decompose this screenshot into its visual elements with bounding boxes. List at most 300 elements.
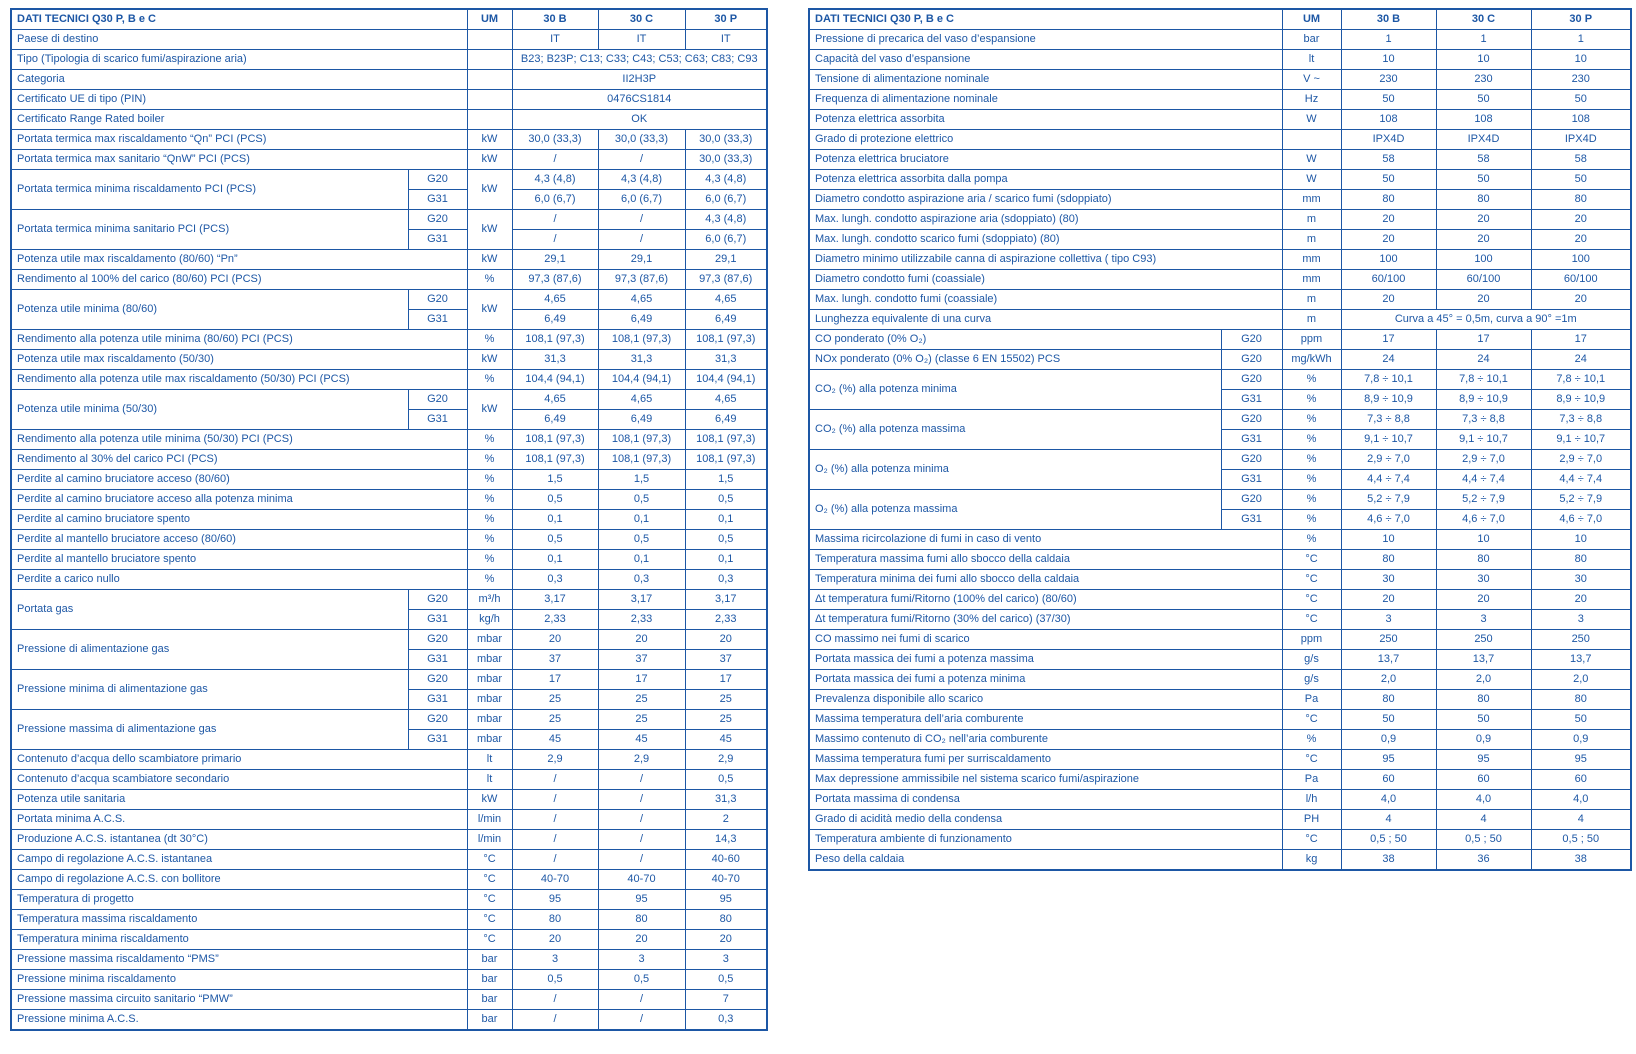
value: 0,5	[598, 530, 685, 550]
value: 80	[1531, 550, 1631, 570]
unit: V ~	[1282, 70, 1341, 90]
value: 230	[1341, 70, 1436, 90]
table-row	[809, 90, 1631, 110]
unit: kg	[1282, 850, 1341, 871]
value: 9,1 ÷ 10,7	[1531, 430, 1631, 450]
row-label: Perdite al camino bruciatore acceso (80/60)	[11, 470, 467, 490]
table-row	[809, 130, 1631, 150]
table-row	[809, 290, 1631, 310]
table-row	[11, 110, 767, 130]
row-label: Diametro condotto aspirazione aria / scarico fumi (sdoppiato)	[809, 190, 1282, 210]
row-label: Temperatura minima dei fumi allo sbocco della caldaia	[809, 570, 1282, 590]
value: /	[598, 1010, 685, 1031]
value: 0,5	[598, 970, 685, 990]
unit: bar	[1282, 30, 1341, 50]
value: 250	[1531, 630, 1631, 650]
row-label: Certificato Range Rated boiler	[11, 110, 467, 130]
unit: kW	[467, 390, 512, 430]
unit: g/s	[1282, 670, 1341, 690]
unit: %	[467, 450, 512, 470]
value: 80	[1341, 550, 1436, 570]
unit: %	[1282, 490, 1341, 510]
unit: kW	[467, 130, 512, 150]
value: 25	[512, 710, 598, 730]
value: 1	[1531, 30, 1631, 50]
table-row	[11, 490, 767, 510]
row-label: Potenza elettrica bruciatore	[809, 150, 1282, 170]
table-row	[809, 590, 1631, 610]
table-row	[809, 410, 1631, 430]
row-label: Grado di acidità medio della condensa	[809, 810, 1282, 830]
unit: °C	[467, 870, 512, 890]
value: 50	[1531, 710, 1631, 730]
value: 9,1 ÷ 10,7	[1341, 430, 1436, 450]
table-row	[11, 830, 767, 850]
value: 7,8 ÷ 10,1	[1531, 370, 1631, 390]
gas-type: G20	[408, 390, 467, 410]
unit: ppm	[1282, 630, 1341, 650]
table-row	[11, 390, 767, 410]
unit: g/s	[1282, 650, 1341, 670]
table-row	[809, 730, 1631, 750]
gas-type: G20	[1221, 410, 1282, 430]
unit	[467, 70, 512, 90]
value: IT	[512, 30, 598, 50]
table-row	[809, 530, 1631, 550]
value: /	[598, 230, 685, 250]
value: 0,5	[685, 490, 767, 510]
value: 17	[598, 670, 685, 690]
row-label: O₂ (%) alla potenza massima	[809, 490, 1221, 530]
table-row	[809, 810, 1631, 830]
value: 4,6 ÷ 7,0	[1436, 510, 1531, 530]
table-row	[809, 670, 1631, 690]
value: 4,0	[1531, 790, 1631, 810]
row-label: Portata minima A.C.S.	[11, 810, 467, 830]
table-row	[809, 150, 1631, 170]
row-label: Temperatura massima fumi allo sbocco della caldaia	[809, 550, 1282, 570]
value: 80	[1341, 690, 1436, 710]
value: 108	[1531, 110, 1631, 130]
value: 6,49	[512, 310, 598, 330]
gas-type: G31	[408, 410, 467, 430]
table-row	[11, 470, 767, 490]
unit: lt	[1282, 50, 1341, 70]
value: 100	[1436, 250, 1531, 270]
table-row	[11, 530, 767, 550]
table-row	[11, 50, 767, 70]
unit: W	[1282, 150, 1341, 170]
row-label: Massima temperatura fumi per surriscaldamento	[809, 750, 1282, 770]
value: /	[512, 990, 598, 1010]
row-label: Pressione minima riscaldamento	[11, 970, 467, 990]
row-label: Portata gas	[11, 590, 408, 630]
row-label: Max depressione ammissibile nel sistema scarico fumi/aspirazione	[809, 770, 1282, 790]
technical-data-table-left	[10, 8, 768, 1031]
table-row	[809, 250, 1631, 270]
value: 2,33	[685, 610, 767, 630]
value: 1,5	[598, 470, 685, 490]
value: 6,0 (6,7)	[598, 190, 685, 210]
table-row	[11, 810, 767, 830]
row-label: Perdite al camino bruciatore acceso alla potenza minima	[11, 490, 467, 510]
value: 25	[598, 690, 685, 710]
gas-type: G31	[1221, 470, 1282, 490]
table-row	[809, 770, 1631, 790]
table-row	[11, 970, 767, 990]
value: 104,4 (94,1)	[512, 370, 598, 390]
table-row	[11, 770, 767, 790]
gas-type: G20	[1221, 370, 1282, 390]
value: 30	[1341, 570, 1436, 590]
value: /	[598, 150, 685, 170]
table-row	[11, 290, 767, 310]
value: 4	[1341, 810, 1436, 830]
value: IPX4D	[1531, 130, 1631, 150]
value: /	[598, 830, 685, 850]
unit	[467, 90, 512, 110]
table-row	[11, 950, 767, 970]
value: 60	[1436, 770, 1531, 790]
value: 30,0 (33,3)	[685, 150, 767, 170]
unit: °C	[1282, 570, 1341, 590]
value: 4,65	[685, 390, 767, 410]
value: 25	[685, 690, 767, 710]
model-column-header: 30 B	[1341, 9, 1436, 30]
unit: lt	[467, 750, 512, 770]
value: 0,3	[685, 570, 767, 590]
value: 4,6 ÷ 7,0	[1531, 510, 1631, 530]
row-label: Temperatura ambiente di funzionamento	[809, 830, 1282, 850]
unit: °C	[467, 850, 512, 870]
value: 4,65	[685, 290, 767, 310]
row-label: Potenza elettrica assorbita dalla pompa	[809, 170, 1282, 190]
value: 60/100	[1436, 270, 1531, 290]
value: 3,17	[685, 590, 767, 610]
value: 4,65	[598, 390, 685, 410]
value: 30,0 (33,3)	[512, 130, 598, 150]
table-row	[11, 270, 767, 290]
value: 95	[1436, 750, 1531, 770]
value: /	[512, 810, 598, 830]
row-label: Potenza utile minima (80/60)	[11, 290, 408, 330]
table-row	[11, 550, 767, 570]
value: 6,49	[598, 410, 685, 430]
unit: °C	[1282, 750, 1341, 770]
value-merged: II2H3P	[512, 70, 767, 90]
table-row	[809, 210, 1631, 230]
unit: mbar	[467, 690, 512, 710]
value: 6,49	[512, 410, 598, 430]
table-title: DATI TECNICI Q30 P, B e C	[809, 9, 1282, 30]
gas-type: G20	[1221, 490, 1282, 510]
value: 97,3 (87,6)	[685, 270, 767, 290]
unit	[467, 110, 512, 130]
row-label: Δt temperatura fumi/Ritorno (30% del carico) (37/30)	[809, 610, 1282, 630]
value: 25	[512, 690, 598, 710]
value: 20	[1531, 290, 1631, 310]
value: 0,1	[685, 510, 767, 530]
value: /	[512, 230, 598, 250]
row-label: Potenza elettrica assorbita	[809, 110, 1282, 130]
unit: Hz	[1282, 90, 1341, 110]
value: 2	[685, 810, 767, 830]
value: 60/100	[1531, 270, 1631, 290]
value: 24	[1341, 350, 1436, 370]
table-row	[809, 230, 1631, 250]
table-row	[809, 750, 1631, 770]
value: 80	[1436, 190, 1531, 210]
gas-type: G31	[408, 650, 467, 670]
value: 108	[1436, 110, 1531, 130]
table-row	[809, 490, 1631, 510]
gas-type: G20	[408, 290, 467, 310]
value: 58	[1341, 150, 1436, 170]
unit: %	[467, 530, 512, 550]
row-label: Portata massima di condensa	[809, 790, 1282, 810]
value: 20	[1341, 230, 1436, 250]
model-column-header: 30 C	[1436, 9, 1531, 30]
row-label: Pressione massima circuito sanitario “PMW”	[11, 990, 467, 1010]
table-row	[809, 450, 1631, 470]
header-row	[809, 9, 1631, 30]
value: 6,0 (6,7)	[685, 230, 767, 250]
value: 4,4 ÷ 7,4	[1436, 470, 1531, 490]
unit: m	[1282, 230, 1341, 250]
unit: l/min	[467, 810, 512, 830]
unit: m³/h	[467, 590, 512, 610]
value: 108,1 (97,3)	[598, 430, 685, 450]
value: 25	[598, 710, 685, 730]
row-label: Tensione di alimentazione nominale	[809, 70, 1282, 90]
value-merged: OK	[512, 110, 767, 130]
unit: %	[467, 510, 512, 530]
row-label: Perdite al camino bruciatore spento	[11, 510, 467, 530]
unit: ppm	[1282, 330, 1341, 350]
value: 3,17	[598, 590, 685, 610]
value: 31,3	[512, 350, 598, 370]
value: /	[512, 210, 598, 230]
value: 95	[598, 890, 685, 910]
row-label: Rendimento alla potenza utile max riscaldamento (50/30) PCI (PCS)	[11, 370, 467, 390]
value: 5,2 ÷ 7,9	[1436, 490, 1531, 510]
value: 4,3 (4,8)	[512, 170, 598, 190]
value: 7,3 ÷ 8,8	[1436, 410, 1531, 430]
table-row	[11, 750, 767, 770]
table-row	[11, 790, 767, 810]
value: 2,9	[685, 750, 767, 770]
row-label: Pressione massima riscaldamento “PMS”	[11, 950, 467, 970]
value: 0,5	[685, 770, 767, 790]
row-label: Contenuto d’acqua scambiatore secondario	[11, 770, 467, 790]
table-row	[11, 570, 767, 590]
value: /	[512, 150, 598, 170]
unit: kW	[467, 250, 512, 270]
unit: W	[1282, 110, 1341, 130]
value: 3	[1436, 610, 1531, 630]
value: /	[598, 990, 685, 1010]
value: 20	[685, 630, 767, 650]
value: 1,5	[685, 470, 767, 490]
gas-type: G31	[408, 230, 467, 250]
table-row	[11, 890, 767, 910]
row-label: Capacità del vaso d’espansione	[809, 50, 1282, 70]
value: 29,1	[598, 250, 685, 270]
unit: l/h	[1282, 790, 1341, 810]
unit: %	[467, 370, 512, 390]
value: 5,2 ÷ 7,9	[1531, 490, 1631, 510]
row-label: Perdite al mantello bruciatore acceso (80/60)	[11, 530, 467, 550]
table-row	[11, 170, 767, 190]
value: 0,5	[685, 530, 767, 550]
gas-type: G31	[1221, 390, 1282, 410]
unit: %	[467, 330, 512, 350]
unit: kg/h	[467, 610, 512, 630]
value: IPX4D	[1436, 130, 1531, 150]
row-label: Campo di regolazione A.C.S. con bollitore	[11, 870, 467, 890]
row-label: Portata termica max sanitario “QnW” PCI (PCS)	[11, 150, 467, 170]
table-row	[809, 310, 1631, 330]
unit: %	[467, 570, 512, 590]
gas-type: G20	[1221, 450, 1282, 470]
table-row	[809, 50, 1631, 70]
unit: kW	[467, 150, 512, 170]
table-row	[809, 610, 1631, 630]
unit: mbar	[467, 650, 512, 670]
value: 20	[598, 630, 685, 650]
row-label: Pressione minima A.C.S.	[11, 1010, 467, 1031]
value: 230	[1531, 70, 1631, 90]
value: 4	[1436, 810, 1531, 830]
value: 0,5 ; 50	[1531, 830, 1631, 850]
value: 250	[1341, 630, 1436, 650]
value: 1,5	[512, 470, 598, 490]
value: 108,1 (97,3)	[685, 450, 767, 470]
value: 2,9	[512, 750, 598, 770]
um-column-header: UM	[1282, 9, 1341, 30]
value: 80	[1531, 690, 1631, 710]
value: 2,0	[1436, 670, 1531, 690]
value: 0,5	[598, 490, 685, 510]
value: 8,9 ÷ 10,9	[1341, 390, 1436, 410]
table-title: DATI TECNICI Q30 P, B e C	[11, 9, 467, 30]
unit: W	[1282, 170, 1341, 190]
unit	[467, 30, 512, 50]
value: 4,4 ÷ 7,4	[1531, 470, 1631, 490]
value: /	[598, 770, 685, 790]
value: 20	[598, 930, 685, 950]
value: 7	[685, 990, 767, 1010]
table-row	[809, 190, 1631, 210]
value: 36	[1436, 850, 1531, 871]
unit: °C	[467, 930, 512, 950]
unit: kW	[467, 790, 512, 810]
value: 108	[1341, 110, 1436, 130]
row-label: Perdite a carico nullo	[11, 570, 467, 590]
value: 8,9 ÷ 10,9	[1531, 390, 1631, 410]
table-row	[11, 990, 767, 1010]
unit: mbar	[467, 630, 512, 650]
table-row	[809, 330, 1631, 350]
value: 20	[1436, 290, 1531, 310]
value: 10	[1531, 50, 1631, 70]
value: 10	[1341, 530, 1436, 550]
table-row	[11, 150, 767, 170]
value: 108,1 (97,3)	[598, 450, 685, 470]
value-merged: B23; B23P; C13; C33; C43; C53; C63; C83; C93	[512, 50, 767, 70]
value: 31,3	[685, 790, 767, 810]
unit: mbar	[467, 730, 512, 750]
gas-type: G31	[408, 690, 467, 710]
row-label: Temperatura di progetto	[11, 890, 467, 910]
unit: bar	[467, 970, 512, 990]
row-label: CO₂ (%) alla potenza minima	[809, 370, 1221, 410]
unit: bar	[467, 990, 512, 1010]
unit: Pa	[1282, 690, 1341, 710]
value: 7,8 ÷ 10,1	[1436, 370, 1531, 390]
value: 37	[598, 650, 685, 670]
value: 30,0 (33,3)	[685, 130, 767, 150]
table-row	[11, 850, 767, 870]
row-label: Perdite al mantello bruciatore spento	[11, 550, 467, 570]
value: 24	[1436, 350, 1531, 370]
value: 1	[1436, 30, 1531, 50]
row-label: Max. lungh. condotto scarico fumi (sdoppiato) (80)	[809, 230, 1282, 250]
row-label: Pressione minima di alimentazione gas	[11, 670, 408, 710]
table-row	[11, 430, 767, 450]
value: 230	[1436, 70, 1531, 90]
value: 6,49	[685, 410, 767, 430]
value: IT	[685, 30, 767, 50]
unit: lt	[467, 770, 512, 790]
table-row	[809, 270, 1631, 290]
value: 95	[1531, 750, 1631, 770]
value: 4,65	[512, 290, 598, 310]
table-row	[11, 30, 767, 50]
value: /	[598, 850, 685, 870]
unit: °C	[467, 890, 512, 910]
table-row	[11, 250, 767, 270]
value: 4,3 (4,8)	[685, 210, 767, 230]
value: 80	[1341, 190, 1436, 210]
gas-type: G20	[408, 710, 467, 730]
value: 0,5	[512, 530, 598, 550]
value: 60	[1531, 770, 1631, 790]
value: 80	[512, 910, 598, 930]
value: 80	[685, 910, 767, 930]
value: 108,1 (97,3)	[598, 330, 685, 350]
value: 20	[1531, 590, 1631, 610]
row-label: Portata massica dei fumi a potenza massima	[809, 650, 1282, 670]
unit: °C	[1282, 550, 1341, 570]
value: 2,9 ÷ 7,0	[1531, 450, 1631, 470]
value: 0,5	[512, 490, 598, 510]
row-label: Certificato UE di tipo (PIN)	[11, 90, 467, 110]
table-row	[11, 630, 767, 650]
value: /	[598, 810, 685, 830]
value: 0,3	[598, 570, 685, 590]
row-label: Categoria	[11, 70, 467, 90]
row-label: CO₂ (%) alla potenza massima	[809, 410, 1221, 450]
gas-type: G31	[1221, 430, 1282, 450]
row-label: Portata termica minima riscaldamento PCI (PCS)	[11, 170, 408, 210]
value: 40-70	[598, 870, 685, 890]
gas-type: G31	[1221, 510, 1282, 530]
table-row	[11, 70, 767, 90]
value: 50	[1436, 170, 1531, 190]
table-row	[809, 630, 1631, 650]
value: 0,1	[512, 550, 598, 570]
